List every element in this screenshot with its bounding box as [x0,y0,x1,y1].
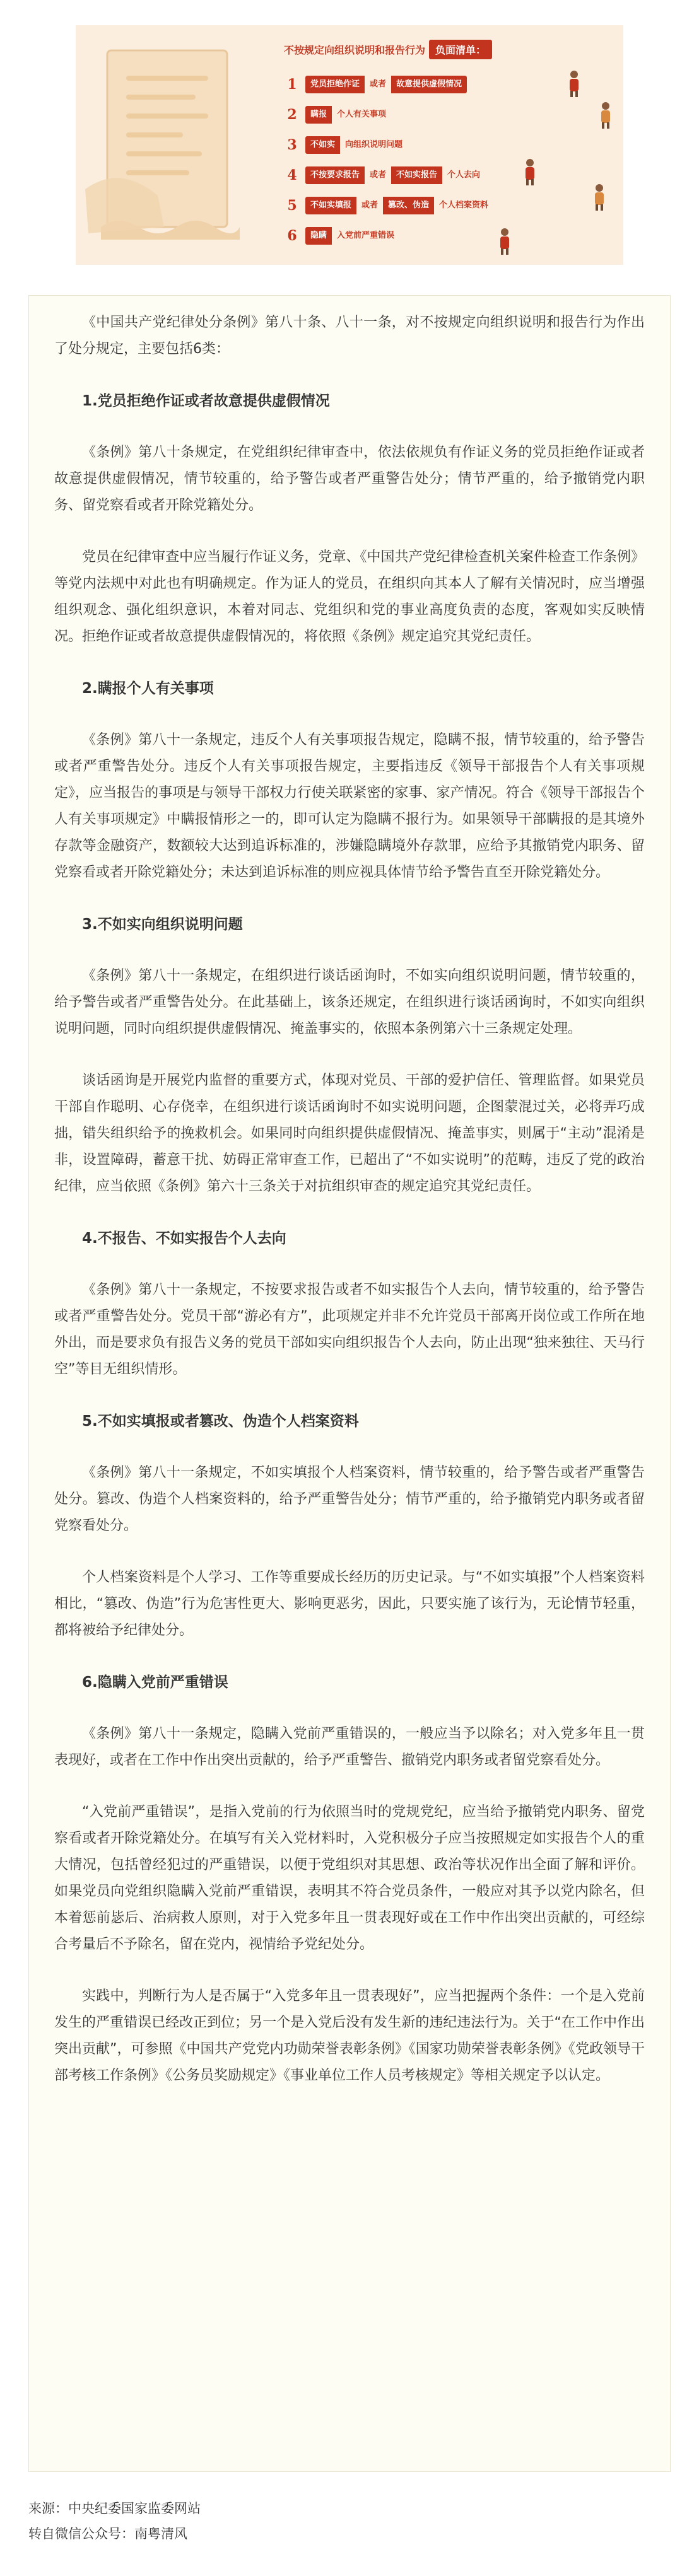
paragraph: 《条例》第八十条规定，在党组织纪律审查中，依法依规负有作证义务的党员拒绝作证或者故意提供虚假情况，情节较重的，给予警告或者严重警告处分；情节严重的，给予撤销党内职务、留党察看或者开除党籍处分。 [54,445,645,513]
section-heading: 5.不如实填报或者篡改、伪造个人档案资料 [82,1413,359,1430]
item-number: 4 [287,167,297,184]
scroll-illustration [82,38,259,252]
item-part: 或者 [361,201,379,210]
list-item [284,160,612,190]
paragraph: 《条例》第八十一条规定，不按要求报告或者不如实报告个人去向，情节较重的，给予警告或者严重警告处分。党员干部“游必有方”，此项规定并非不允许党员干部离开岗位或工作所在地外出，而是要求负有报告义务的党员干部如实向组织报告个人去向，防止出现“独来独往、天马行空”等目无组织情形。 [54,1282,645,1377]
item-part: 党员拒绝作证 [305,76,365,93]
paragraph: 个人档案资料是个人学习、工作等重要成长经历的历史记录。与“不如实填报”个人档案资料相比，“篡改、伪造”行为危害性更大、影响更恶劣，因此，只要实施了该行为，无论情节轻重，都将被给予纪律处分。 [54,1570,645,1638]
paragraph: 《条例》第八十一条规定，不如实填报个人档案资料，情节较重的，给予警告或者严重警告处分。篡改、伪造个人档案资料的，给予严重警告处分；情节严重的，给予撤销党内职务或者留党察看处分。 [54,1465,645,1534]
list-item [284,130,612,160]
paragraph: 《条例》第八十一条规定，隐瞒入党前严重错误的，一般应当予以除名；对入党多年且一贯表现好，或者在工作中作出突出贡献的，给予严重警告、撤销党内职务或者留党察看处分。 [54,1726,645,1768]
person-icon [561,69,587,97]
person-icon [517,158,543,185]
item-part: 篡改、伪造 [383,197,434,214]
banner-title: 不按规定向组织说明和报告行为 [284,44,426,56]
list-item [284,221,612,251]
item-part: 入党前严重错误 [337,231,395,240]
paragraph: 谈话函询是开展党内监督的重要方式，体现对党员、干部的爱护信任、管理监督。如果党员干部自作聪明、心存侥幸，在组织进行谈话函询时不如实说明问题，企图蒙混过关，必将弄巧成拙，错失组织给予的挽救机会。如果同时向组织提供虚假情况、掩盖事实，则属于“主动”混淆是非，设置障碍，蓄意干扰、妨碍正常审查工作，已超出了“不如实说明”的范畴，违反了党的政治纪律，应当依照《条例》第六十三条关于对抗组织审查的规定追究其党纪责任。 [54,1073,645,1194]
item-part: 个人有关事项 [337,110,387,119]
item-number: 1 [287,76,297,93]
person-icon [587,183,612,211]
item-number: 6 [287,228,297,244]
item-part: 或者 [370,79,387,89]
section-heading: 2.瞒报个人有关事项 [82,680,214,697]
item-part: 不如实报告 [391,166,442,184]
item-part: 向组织说明问题 [345,140,403,149]
item-part: 个人去向 [447,170,481,180]
item-part: 隐瞒 [305,227,332,245]
list-item [284,100,612,130]
item-part: 个人档案资料 [439,201,489,210]
item-number: 2 [287,107,297,123]
article-body [28,295,671,2472]
paragraph: 实践中，判断行为人是否属于“入党多年且一贯表现好”，应当把握两个条件：一个是入党前发生的严重错误已经改正到位；另一个是入党后没有发生新的违纪违法行为。关于“在工作中作出突出贡献”，可参照《中国共产党党内功勋荣誉表彰条例》《国家功勋荣誉表彰条例》《党政领导干部考核工作条例》《公务员奖励规定》《事业单位工作人员考核规定》等相关规定予以认定。 [54,1988,645,2084]
repost-line: 转自微信公众号：南粤清风 [28,2526,187,2541]
footer [28,2496,671,2546]
person-icon [492,227,517,255]
section-heading: 6.隐瞒入党前严重错误 [82,1674,228,1691]
item-part: 不如实 [305,136,340,154]
paragraph: 《条例》第八十一条规定，违反个人有关事项报告规定，隐瞒不报，情节较重的，给予警告或者严重警告处分。违反个人有关事项报告规定，主要指违反《领导干部报告个人有关事项规定》，应当报告的事项是与领导干部权力行使关联紧密的家事、家产情况。符合《领导干部报告个人有关事项规定》中瞒报情形之一的，即可认定为隐瞒不报行为。如果领导干部瞒报的是其境外存款等金融资产，数额较大达到追诉标准的，涉嫌隐瞒境外存款罪，应给予其撤销党内职务、留党察看或者开除党籍处分；未达到追诉标准的则应视具体情节给予警告直至开除党籍处分。 [54,732,645,880]
item-part: 不如实填报 [305,197,356,214]
banner-tag: 负面清单： [429,40,492,59]
source-line: 来源：中央纪委国家监委网站 [28,2501,201,2516]
item-number: 5 [287,197,297,214]
section-heading: 1.党员拒绝作证或者故意提供虚假情况 [82,393,330,409]
list-item [284,190,612,221]
infographic-banner [76,25,623,265]
item-part: 故意提供虚假情况 [391,76,467,93]
item-part: 不按要求报告 [305,166,365,184]
item-part: 或者 [370,170,387,180]
paragraph: 《条例》第八十一条规定，在组织进行谈话函询时，不如实向组织说明问题，情节较重的，给予警告或者严重警告处分。在此基础上，该条还规定，在组织进行谈话函询时，不如实向组织说明问题，同时向组织提供虚假情况、掩盖事实的，依照本条例第六十三条规定处理。 [54,968,645,1037]
item-number: 3 [287,137,297,153]
section-heading: 4.不报告、不如实报告个人去向 [82,1230,286,1247]
paragraph: “入党前严重错误”，是指入党前的行为依照当时的党规党纪，应当给予撤销党内职务、留党察看或者开除党籍处分。在填写有关入党材料时，入党积极分子应当按照规定如实报告个人的重大情况，包括曾经犯过的严重错误，以便于党组织对其思想、政治等状况作出全面了解和评价。如果党员向党组织隐瞒入党前严重错误，表明其不符合党员条件，一般应对其予以党内除名，但本着惩前毖后、治病救人原则，对于入党多年且一贯表现好或在工作中作出突出贡献的，可经综合考量后不予除名，留在党内，视情给予党纪处分。 [54,1804,645,1952]
paragraph: 《中国共产党纪律处分条例》第八十条、八十一条，对不按规定向组织说明和报告行为作出了处分规定，主要包括6类： [54,315,645,357]
item-part: 瞒报 [305,106,332,124]
section-heading: 3.不如实向组织说明问题 [82,916,243,933]
paragraph: 党员在纪律审查中应当履行作证义务，党章、《中国共产党纪律检查机关案件检查工作条例》等党内法规中对此也有明确规定。作为证人的党员，在组织向其本人了解有关情况时，应当增强组织观念、强化组织意识，本着对同志、党组织和党的事业高度负责的态度，客观如实反映情况。拒绝作证或者故意提供虚假情况的，将依照《条例》规定追究其党纪责任。 [54,549,645,644]
person-icon [593,101,618,129]
